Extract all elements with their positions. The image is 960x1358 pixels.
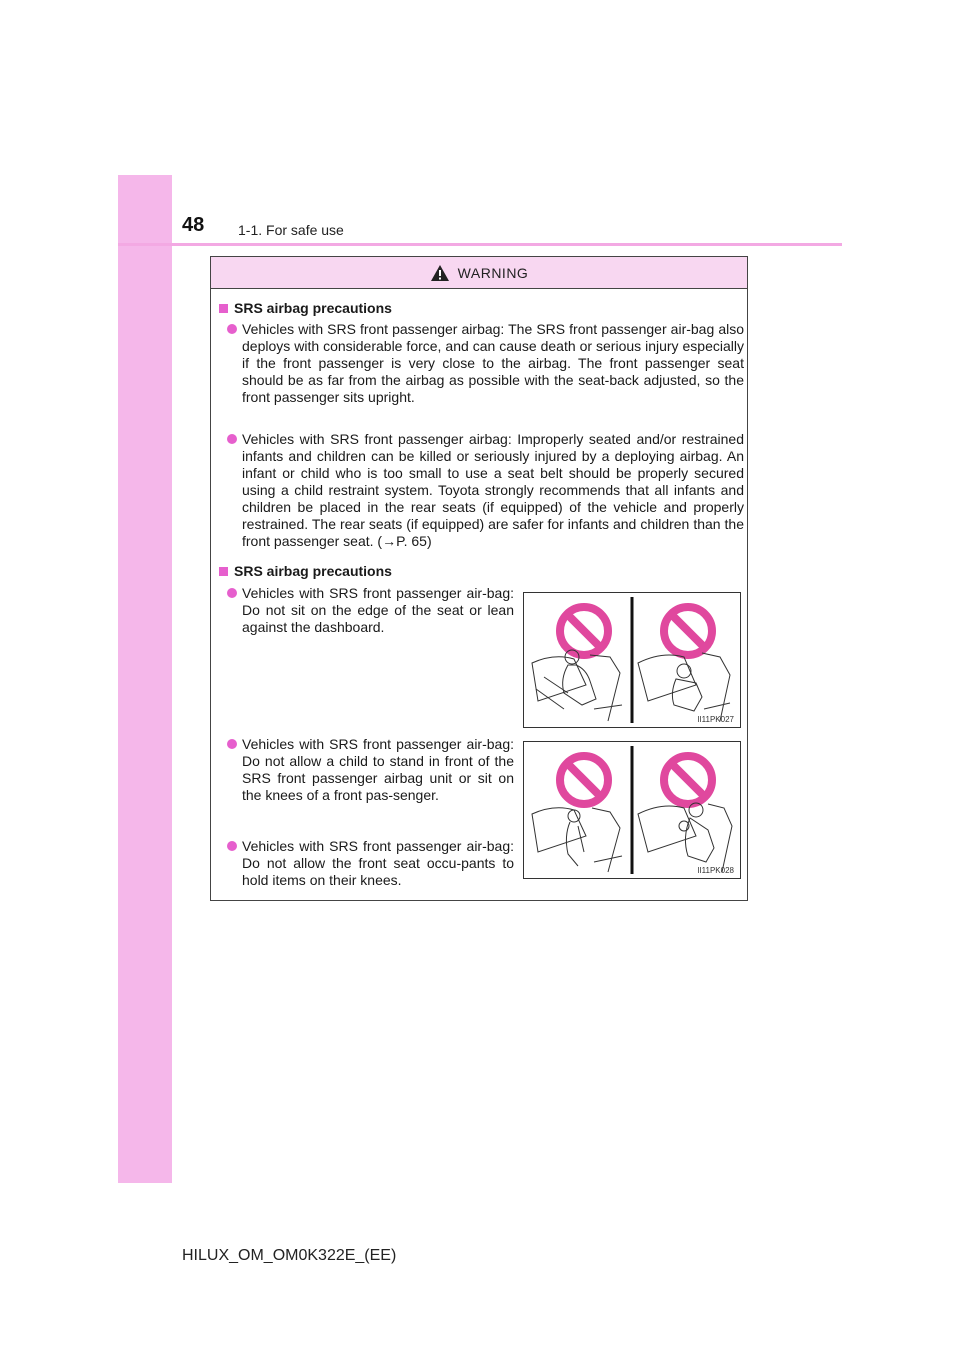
prohibition-icon — [664, 607, 712, 655]
header-rule — [118, 243, 842, 246]
illustration-drawing — [524, 742, 740, 878]
list-item-text: Vehicles with SRS front passenger air-bag: Do not allow a child to stand in front of the SRS front passenger airbag unit or sit on the knees of a front pas-senger. — [242, 736, 514, 803]
page-number: 48 — [182, 214, 205, 236]
list-item — [242, 585, 514, 636]
document-code: HILUX_OM_OM0K322E_(EE) — [182, 1247, 397, 1264]
prohibition-icon — [664, 756, 712, 804]
section-heading-text: SRS airbag precautions — [234, 563, 392, 579]
section-title: 1-1. For safe use — [238, 222, 344, 238]
list-item — [242, 736, 514, 804]
warning-label: WARNING — [457, 264, 529, 281]
side-color-band — [118, 175, 172, 1183]
illustration-drawing — [524, 593, 740, 727]
prohibition-icon — [560, 756, 608, 804]
list-item-text: Vehicles with SRS front passenger air-bag: Do not sit on the edge of the seat or lean against the dashboard. — [242, 585, 514, 635]
illustration-sitting-prohibited — [523, 592, 741, 728]
illustration-child-prohibited — [523, 741, 741, 879]
list-item — [242, 431, 744, 550]
warning-triangle-icon — [430, 264, 450, 282]
round-bullet-icon — [227, 739, 237, 749]
warning-header — [211, 257, 747, 289]
illustration-code: II11PK028 — [697, 866, 734, 875]
illustration-code: II11PK027 — [697, 715, 734, 724]
list-item — [242, 838, 514, 889]
list-item — [242, 321, 744, 406]
section-heading — [219, 563, 392, 579]
square-bullet-icon — [219, 304, 228, 313]
list-item-text: Vehicles with SRS front passenger air-bag: Do not allow the front seat occu-pants to hold items on their knees. — [242, 838, 514, 888]
section-heading — [219, 300, 392, 316]
warning-box — [210, 256, 748, 901]
square-bullet-icon — [219, 567, 228, 576]
round-bullet-icon — [227, 588, 237, 598]
round-bullet-icon — [227, 324, 237, 334]
warning-content — [211, 288, 747, 900]
prohibition-icon — [560, 607, 608, 655]
list-item-text: Vehicles with SRS front passenger airbag: The SRS front passenger air-bag also deploys with considerable force, and can cause death or serious injury especially if the front passenger is very close to the airbag. The front passenger seat should be as far from the airbag as possible with the seat-back adjusted, so the front passenger sits upright. — [242, 321, 744, 405]
round-bullet-icon — [227, 434, 237, 444]
round-bullet-icon — [227, 841, 237, 851]
section-heading-text: SRS airbag precautions — [234, 300, 392, 316]
list-item-text: Vehicles with SRS front passenger airbag: Improperly seated and/or restrained infants and children can be killed or seriously injured by a deploying airbag. An infant or child who is too small to use a seat belt should be properly secured using a child restraint system. Toyota strongly recommends that all infants and children be placed in the rear seats (if equipped) of the vehicle and properly restrained. The rear seats (if equipped) are safer for infants and children than the front passenger seat. (→P. 65) — [242, 431, 744, 549]
